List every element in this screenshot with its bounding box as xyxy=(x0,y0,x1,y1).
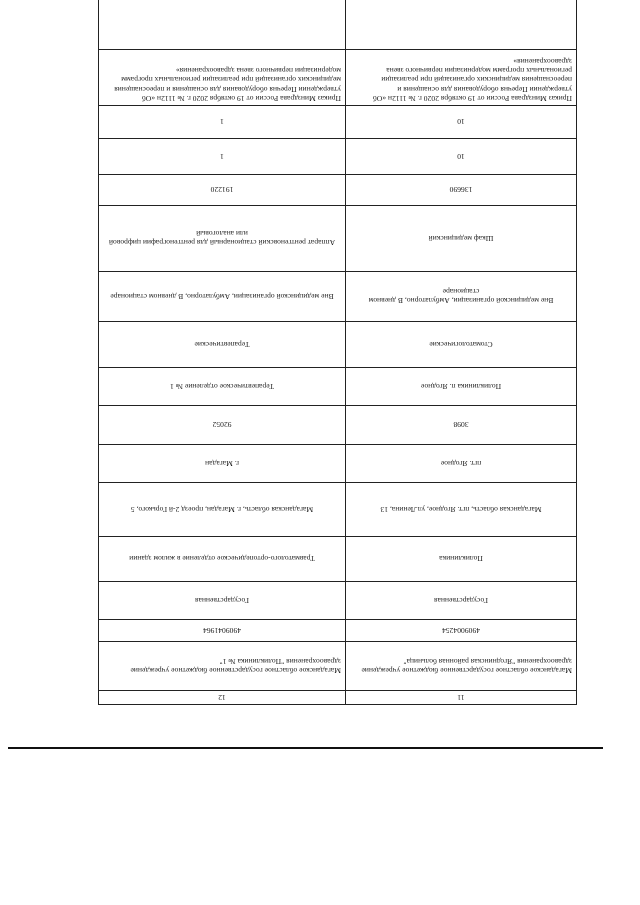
header-row xyxy=(99,690,577,704)
regulation-reference: Приказ Минздрава России от 19 октября 2020 г. № 1112н «Об утверждении Перечня оборудования для оснащения и переоснащения медицинских организаций при реализации региональных программ модернизации первичного звена здравоохранения» xyxy=(346,49,577,105)
table-row xyxy=(99,367,577,405)
address: Магаданская область, г. Магадан, проезд 2-й Горького, 5 xyxy=(99,482,346,536)
column-number-11: 11 xyxy=(346,690,577,704)
quantity: 10 xyxy=(346,105,577,138)
unit-name: Терапевтическое отделение № 1 xyxy=(99,367,346,405)
equipment-price: 191220 xyxy=(99,174,346,205)
regulation-reference: Приказ Минздрава России от 19 октября 2020 г. № 1112н «Об утверждении Перечня оборудования для оснащения и переоснащения медицинских организаций при реализации региональных программ модернизации первичного звена здравоохранения» xyxy=(99,49,346,105)
table-row xyxy=(99,619,577,641)
population: 92052 xyxy=(99,405,346,444)
department-name: Поликлиника xyxy=(346,536,577,581)
table-row xyxy=(99,482,577,536)
table-row xyxy=(99,49,577,105)
inn-value: 4909041964 xyxy=(99,619,346,641)
column-number-12: 12 xyxy=(99,690,346,704)
ownership-type: Государственная xyxy=(99,581,346,619)
care-conditions: Вне медицинской организации, Амбулаторно, В дневном стационаре xyxy=(346,271,577,321)
department-name: Травматолого-ортопедическое отделение в жилом здании xyxy=(99,536,346,581)
care-conditions: Вне медицинской организации, Амбулаторно, В дневном стационаре xyxy=(99,271,346,321)
equipment-name: Аппарат рентгеновский стационарный для рентгенографии цифровой или аналоговый xyxy=(99,205,346,271)
table-row xyxy=(99,405,577,444)
table-row xyxy=(99,444,577,482)
quantity: 10 xyxy=(346,138,577,174)
quantity: 1 xyxy=(99,105,346,138)
quantity: 1 xyxy=(99,138,346,174)
rotated-table-wrapper xyxy=(99,43,577,705)
equipment-name: Шкаф медицинский xyxy=(346,205,577,271)
table-row xyxy=(99,581,577,619)
table-row xyxy=(99,536,577,581)
locality: г. Магадан xyxy=(99,444,346,482)
table-row xyxy=(99,205,577,271)
organization-name: Магаданское областное государственное бюджетное учреждение здравоохранения "Ягоднинская районная больница" xyxy=(346,641,577,690)
unit-name: Поликлиника п. Ягодное xyxy=(346,367,577,405)
profile: Стоматологические xyxy=(346,321,577,367)
table-row xyxy=(99,0,577,49)
page-divider-line xyxy=(8,747,603,749)
equipment-price: 136690 xyxy=(346,174,577,205)
delivery-date xyxy=(346,0,577,49)
table-row xyxy=(99,271,577,321)
table-row xyxy=(99,105,577,138)
equipment-table xyxy=(98,0,577,705)
organization-name: Магаданское областное государственное бюджетное учреждение здравоохранения "Поликлиника № 1" xyxy=(99,641,346,690)
table-row xyxy=(99,641,577,690)
table-row xyxy=(99,321,577,367)
address: Магаданская область, пгт. Ягодное, ул.Ленина, 13 xyxy=(346,482,577,536)
locality: пгт. Ягодное xyxy=(346,444,577,482)
table-row xyxy=(99,138,577,174)
ownership-type: Государственная xyxy=(346,581,577,619)
profile: Терапевтические xyxy=(99,321,346,367)
table-row xyxy=(99,174,577,205)
inn-value: 4909004254 xyxy=(346,619,577,641)
delivery-date xyxy=(99,0,346,49)
population: 3098 xyxy=(346,405,577,444)
